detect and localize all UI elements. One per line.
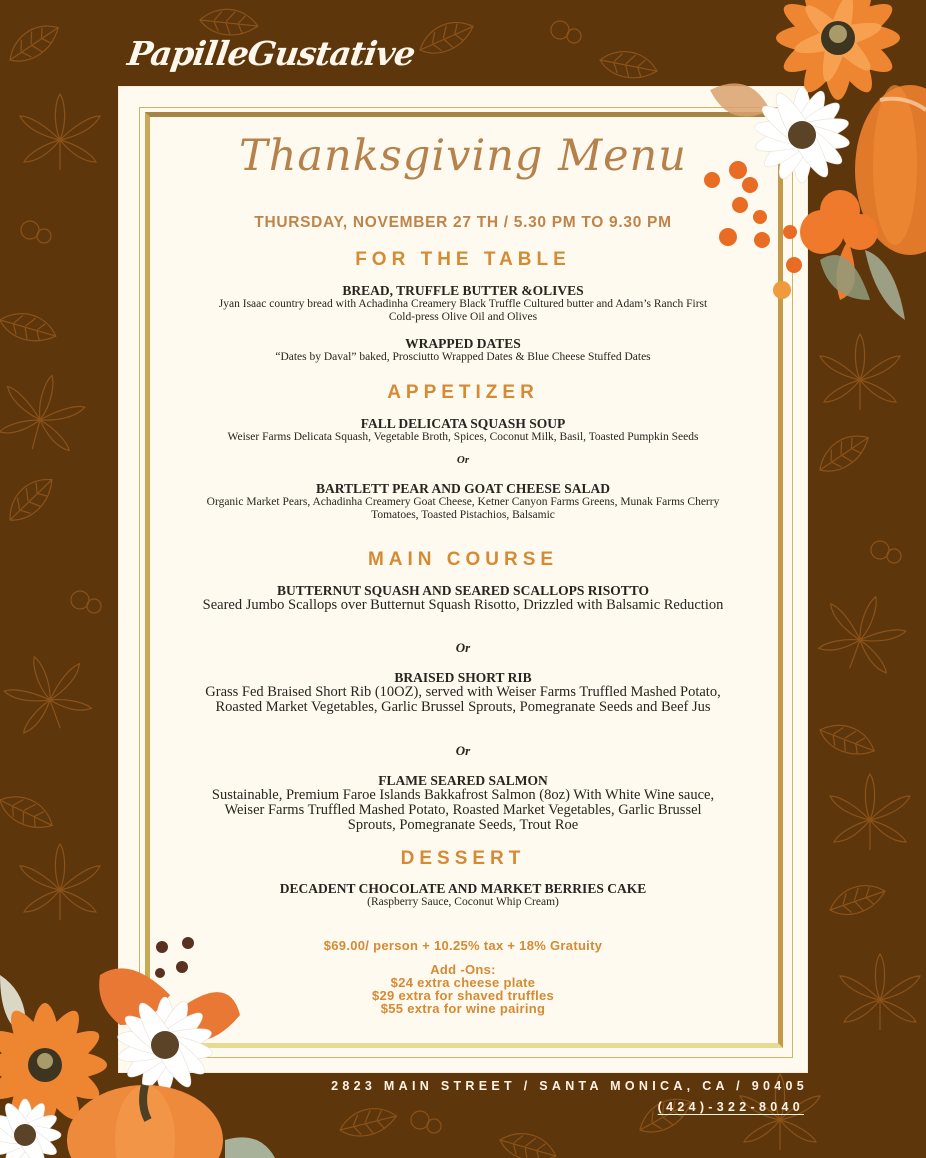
addon-item: $24 extra cheese plate [390, 975, 536, 990]
or-divider: Or [455, 743, 471, 758]
menu-item [199, 773, 727, 833]
menu-item [191, 670, 735, 715]
addon-item: $29 extra for shaved truffles [371, 988, 555, 1003]
menu-card [119, 87, 807, 1072]
item-name: BARTLETT PEAR AND GOAT CHEESE SALAD [316, 481, 610, 496]
section-heading-main-course: MAIN COURSE [367, 549, 559, 570]
menu-item [209, 283, 717, 324]
menu-title: Thanksgiving Menu [239, 131, 687, 181]
phone-link[interactable]: (424)-322-8040 [657, 1100, 804, 1114]
item-description: Sustainable, Premium Faroe Islands Bakkafrost Salmon (8oz) With White Wine sauce, Weiser Farms Truffled Mashed Potato, Roasted Market Vegetables, Garlic Brussel Sprouts, Pomegranate Seeds, Trout Roe [211, 787, 715, 833]
addons-list [119, 963, 807, 1015]
price-line: $69.00/ person + 10.25% tax + 18% Gratuity [323, 938, 603, 953]
addons-label: Add -Ons: [430, 962, 496, 977]
brand-logo: PapilleGustative [125, 34, 418, 73]
item-description: Grass Fed Braised Short Rib (10OZ), served with Weiser Farms Truffled Mashed Potato, Roasted Market Vegetables, Garlic Brussel Sprouts, Pomegranate Seeds and Beef Jus [205, 684, 721, 715]
or-divider: Or [455, 640, 471, 655]
section-heading-for-the-table: FOR THE TABLE [355, 249, 571, 270]
menu-item [199, 481, 727, 522]
item-name: WRAPPED DATES [405, 336, 521, 351]
section-heading-dessert: DESSERT [400, 848, 526, 869]
item-description: (Raspberry Sauce, Coconut Whip Cream) [367, 896, 559, 908]
event-date-time: THURSDAY, NOVEMBER 27 TH / 5.30 PM TO 9.30 PM [254, 214, 672, 231]
section-heading-appetizer: APPETIZER [387, 382, 539, 403]
item-name: BRAISED SHORT RIB [394, 670, 532, 685]
menu-item [159, 416, 767, 444]
item-description: Organic Market Pears, Achadinha Creamery Goat Cheese, Ketner Canyon Farms Greens, Munak Farms Cherry Tomatoes, Toasted Pistachios, Balsamic [206, 496, 720, 521]
item-description: “Dates by Daval” baked, Prosciutto Wrapped Dates & Blue Cheese Stuffed Dates [275, 351, 651, 363]
addon-item: $55 extra for wine pairing [380, 1001, 546, 1016]
menu-item [199, 583, 727, 613]
item-name: FLAME SEARED SALMON [378, 773, 548, 788]
item-name: FALL DELICATA SQUASH SOUP [360, 416, 566, 431]
item-description: Weiser Farms Delicata Squash, Vegetable Broth, Spices, Coconut Milk, Basil, Toasted Pumpkin Seeds [227, 431, 699, 443]
item-description: Seared Jumbo Scallops over Butternut Squash Risotto, Drizzled with Balsamic Reduction [202, 597, 724, 613]
restaurant-address: 2823 MAIN STREET / SANTA MONICA, CA / 90405 [331, 1079, 808, 1093]
menu-content [119, 87, 807, 1072]
item-description: Jyan Isaac country bread with Achadinha Creamery Black Truffle Cultured butter and Adam’s Ranch First Cold-press Olive Oil and Olives [218, 298, 708, 323]
item-name: BUTTERNUT SQUASH AND SEARED SCALLOPS RISOTTO [277, 583, 649, 598]
or-divider: Or [456, 454, 470, 466]
item-name: BREAD, TRUFFLE BUTTER &OLIVES [342, 283, 584, 298]
menu-item [179, 336, 747, 364]
item-name: DECADENT CHOCOLATE AND MARKET BERRIES CAKE [279, 881, 647, 896]
menu-item [179, 881, 747, 909]
